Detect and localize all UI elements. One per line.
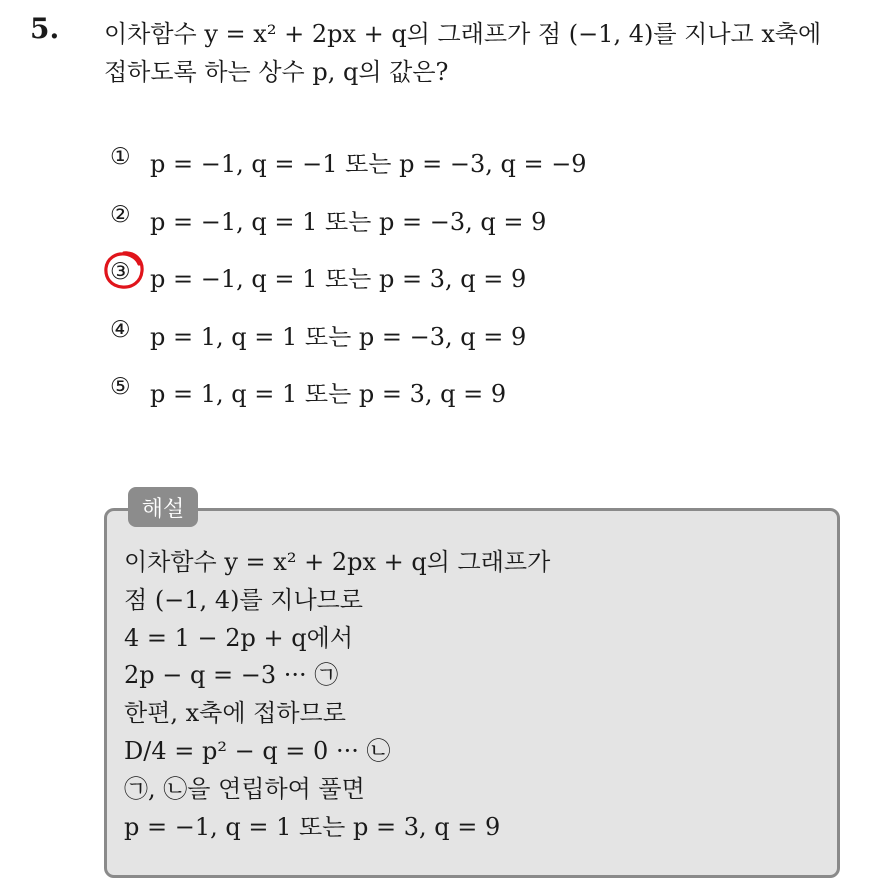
- question-text-line-1: 이차함수 y = x² + 2px + q의 그래프가 점 (−1, 4)를 지나고 x축에: [104, 20, 822, 48]
- answer-choices: [110, 144, 587, 432]
- choice-3[interactable]: [110, 259, 587, 317]
- question-text-line-2: 접하도록 하는 상수 p, q의 값은?: [104, 58, 449, 86]
- solution-line-7: ㉠, ㉡을 연립하여 풀면: [124, 774, 365, 803]
- choice-5-text: p = 1, q = 1 또는 p = 3, q = 9: [150, 380, 507, 408]
- choice-3-text: p = −1, q = 1 또는 p = 3, q = 9: [150, 265, 527, 293]
- answer-circle-mark: [102, 248, 146, 292]
- choice-1[interactable]: [110, 144, 587, 202]
- choice-3-marker: ③: [110, 259, 131, 285]
- choice-5-marker: ⑤: [110, 374, 131, 400]
- solution-line-6: D/4 = p² − q = 0 ··· ㉡: [124, 736, 391, 765]
- choice-4[interactable]: [110, 317, 587, 375]
- choice-5[interactable]: [110, 374, 587, 432]
- choice-4-marker: ④: [110, 316, 131, 343]
- solution-line-5: 한편, x축에 접하므로: [124, 699, 346, 728]
- question-number: 5.: [30, 12, 60, 45]
- solution-line-8: p = −1, q = 1 또는 p = 3, q = 9: [124, 812, 501, 841]
- solution-text: [124, 542, 550, 844]
- choice-1-marker: ①: [110, 144, 131, 170]
- solution-line-4: 2p − q = −3 ··· ㉠: [124, 661, 339, 690]
- solution-line-1: 이차함수 y = x² + 2px + q의 그래프가: [124, 548, 551, 576]
- choice-2-text: p = −1, q = 1 또는 p = −3, q = 9: [150, 207, 547, 236]
- solution-line-3: 4 = 1 − 2p + q에서: [124, 623, 354, 652]
- choice-2[interactable]: [110, 202, 587, 260]
- solution-line-2: 점 (−1, 4)를 지나므로: [124, 585, 363, 614]
- choice-4-text: p = 1, q = 1 또는 p = −3, q = 9: [150, 322, 527, 351]
- choice-1-text: p = −1, q = −1 또는 p = −3, q = −9: [150, 150, 587, 178]
- solution-tag: 해설: [128, 487, 198, 527]
- choice-2-marker: ②: [110, 201, 131, 228]
